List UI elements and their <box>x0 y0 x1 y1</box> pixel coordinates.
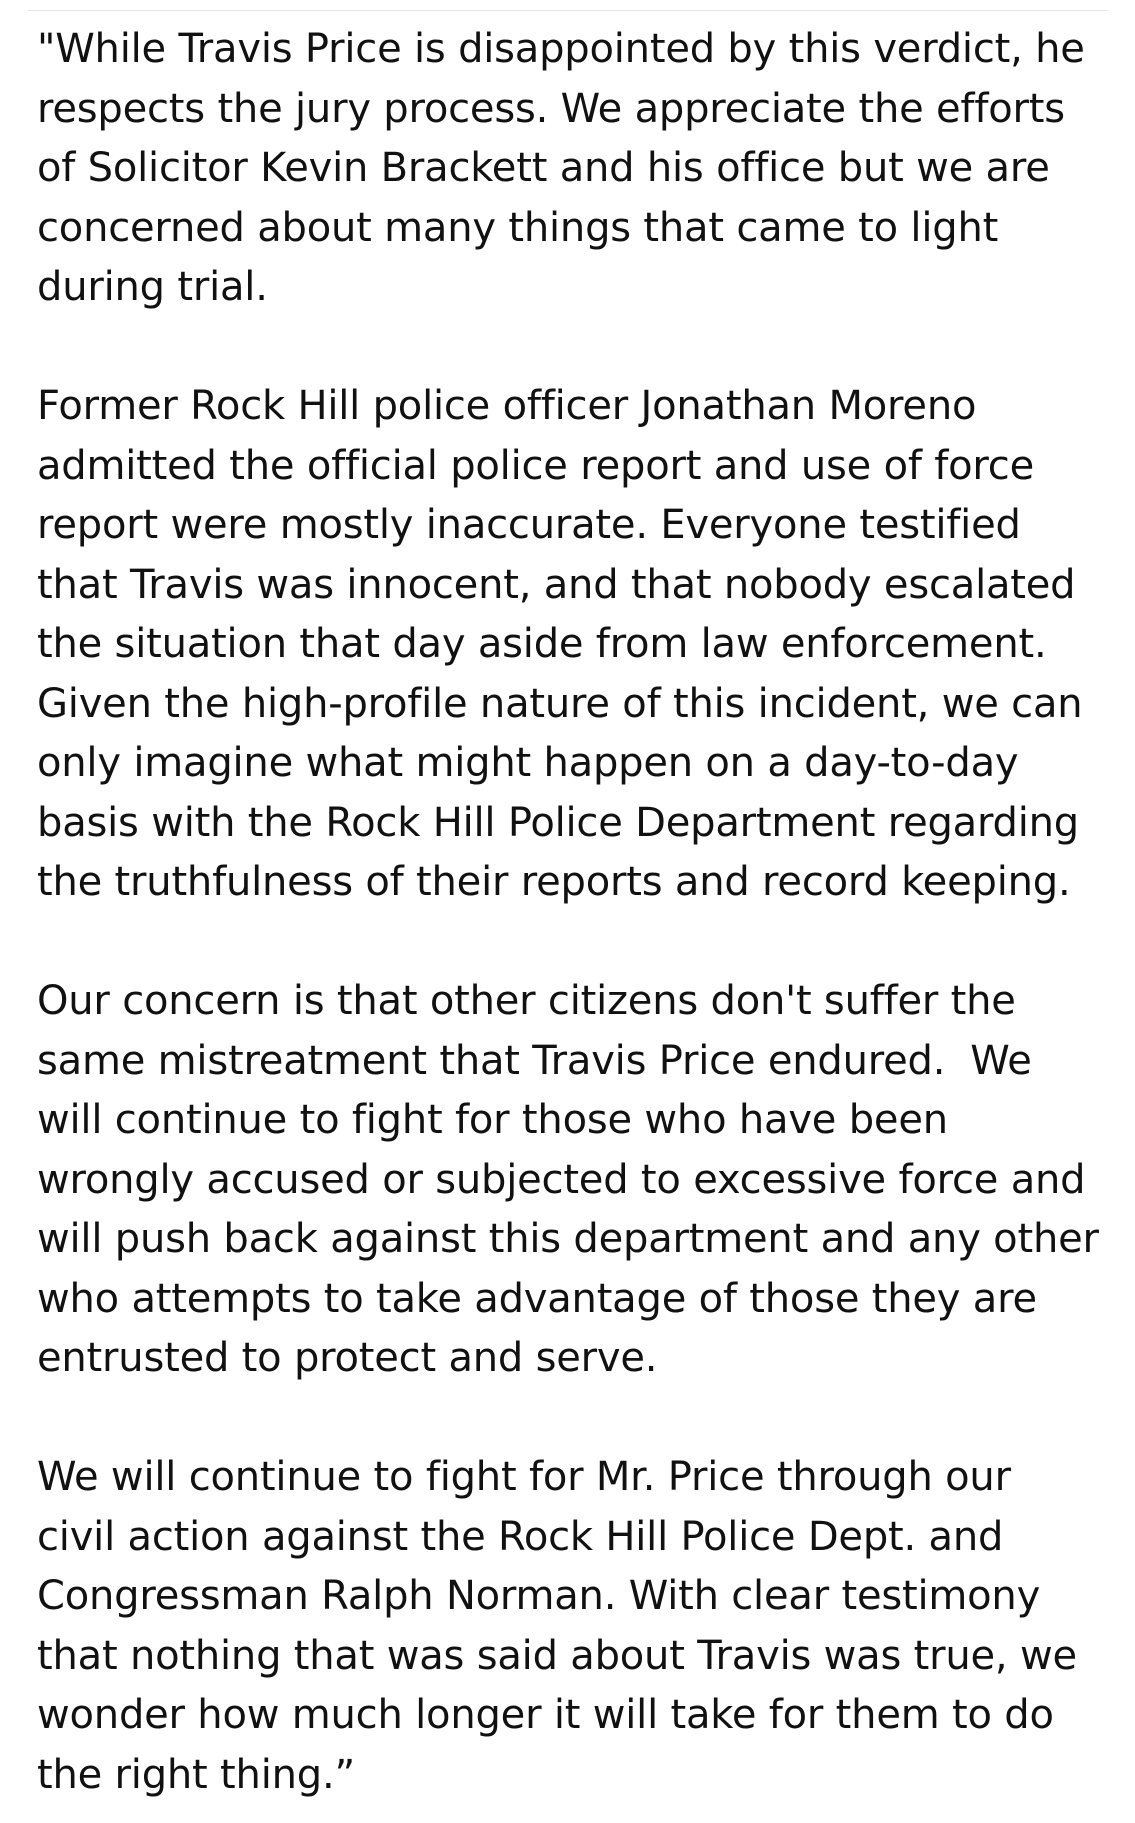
text-line: will push back against this department and any other <box>37 1216 1099 1262</box>
paragraph <box>37 377 1122 913</box>
text-line: that Travis was innocent, and that nobody escalated <box>37 561 1076 608</box>
text-line: report were mostly inaccurate. Everyone testified <box>37 502 1021 548</box>
statement-text <box>37 20 1122 1805</box>
text-line: Our concern is that other citizens don't suffer the <box>37 978 1016 1024</box>
paragraph <box>37 972 1122 1389</box>
text-line: Given the high-profile nature of this incident, we can <box>37 680 1083 727</box>
text-line: admitted the official police report and use of force <box>37 442 1034 489</box>
text-line: concerned about many things that came to light <box>37 204 999 251</box>
paragraph-gap <box>37 318 1122 378</box>
text-line: wrongly accused or subjected to excessive force and <box>37 1156 1086 1203</box>
text-line: basis with the Rock Hill Police Department regarding <box>37 799 1079 846</box>
paragraph <box>37 20 1122 318</box>
text-line: wonder how much longer it will take for them to do <box>37 1692 1054 1738</box>
text-line: who attempts to take advantage of those they are <box>37 1275 1037 1322</box>
text-line: respects the jury process. We appreciate the efforts <box>37 85 1065 132</box>
text-line: of Solicitor Kevin Brackett and his office but we are <box>37 145 1050 191</box>
top-divider <box>28 10 1107 11</box>
text-line: the right thing.” <box>37 1751 355 1798</box>
paragraph <box>37 1448 1122 1805</box>
text-line: Congressman Ralph Norman. With clear testimony <box>37 1573 1041 1619</box>
text-line: only imagine what might happen on a day-to-day <box>37 740 1019 786</box>
text-line: entrusted to protect and serve. <box>37 1335 658 1381</box>
text-line: Former Rock Hill police officer Jonathan Moreno <box>37 383 977 429</box>
text-line: during trial. <box>37 264 268 310</box>
text-line: that nothing that was said about Travis was true, we <box>37 1632 1077 1679</box>
text-line: same mistreatment that Travis Price endured. We <box>37 1037 1032 1084</box>
paragraph-gap <box>37 1389 1122 1449</box>
text-line: "While Travis Price is disappointed by this verdict, he <box>37 26 1085 72</box>
text-line: civil action against the Rock Hill Police Dept. and <box>37 1513 1004 1560</box>
text-line: the situation that day aside from law enforcement. <box>37 621 1047 667</box>
text-line: the truthfulness of their reports and record keeping. <box>37 859 1071 905</box>
text-line: will continue to fight for those who have been <box>37 1097 948 1143</box>
paragraph-gap <box>37 913 1122 973</box>
text-line: We will continue to fight for Mr. Price through our <box>37 1454 1011 1500</box>
